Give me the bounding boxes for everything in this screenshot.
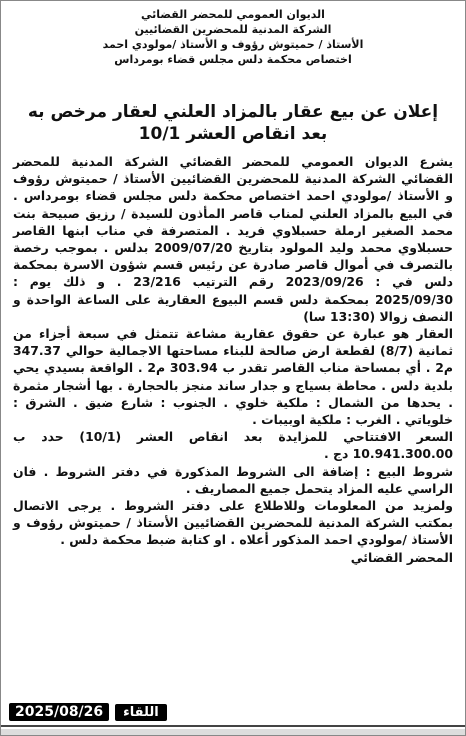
paragraph-price: السعر الافتتاحي للمزايدة بعد انقاص العشر (10/1) حدد ب 10.941.300.00 دج . [13,429,454,462]
paragraph-contact: ولمزيد من المعلومات وللاطلاع على دفتر الشروط . يرجى الاتصال بمكتب الشركة المدنية للمحضرين القضائيين الأستاذ / حميتوش رؤوف و الأستاذ /مولودي احمد المذكور أعلاه . او كتابة ضبط محكمة دلس . [13,498,453,548]
publication-date: 2025/08/26 [9,703,109,721]
announcement-body [1,153,465,549]
signature: المحضر القضائي [350,549,453,565]
publication-footer [9,703,167,721]
header-bailiffs: الأستاذ / حميتوش رؤوف و الأستاذ /مولودي احمد [102,38,364,51]
announcement-title: إعلان عن بيع عقار بالمزاد العلني لعقار مرخص به بعد انقاص العشر 10/1 [27,102,439,144]
next-clipping-strip [1,729,465,735]
paragraph-intro: يشرع الديوان العمومي للمحضر القضائي الشركة المدنية للمحضر القضائي الشركة المدنية للمحضرين القضائيين الأستاذ / حميتوش رؤوف و الأستاذ /مولودي احمد اختصاص محكمة دلس مجلس قضاء بومرداس . في البيع بالمزاد العلني لمناب قاصر المأذون للسيدة / رزيق صبيحة بنت محمد الصغير ارملة حسبلاوي فريد . المتصرفة في مناب ابنها القاصر حسبلاوي محمد وليد المولود بتاريخ 2009/07/20 بدلس . بموجب رخصة بالتصرف في أموال قاصر صادرة عن رئيس قسم شؤون الاسرة بمحكمة دلس في : 2023/09/26 رقم الترتيب 23/216 . و ذلك يوم : 2025/09/30 بمحكمة دلس قسم البيوع العقارية على الساعة الواحدة و النصف زوالا (13:30 سا) [13,154,454,324]
bottom-divider [1,725,465,727]
header-company-name: الشركة المدنية للمحضرين القضائيين [134,23,332,36]
header-office-name: الديوان العمومي للمحضر القضائي [141,8,325,21]
office-header [1,1,465,67]
paragraph-property: العقار هو عبارة عن حقوق عقارية مشاعة تتمثل في سبعة أجزاء من ثمانية (8/7) لقطعة ارض صالحة للبناء مساحتها الاجمالية حوالي 347.37 م2 . أي بمساحة مناب القاصر تقدر ب 303.94 م2 . الواقعة بسيدي يحي بلدية دلس . محاطة بسياج و جدار ساند منجز بالحجارة . بها أشجار مثمرة . يحدها من الشمال : ملكية خلوي . الجنوب : شارع ضيق . الشرق : خلوياتي . الغرب : ملكية اوبيبات . [13,326,453,428]
paragraph-conditions: شروط البيع : إضافة الى الشروط المذكورة في دفتر الشروط . فان الراسي عليه المزاد يتحمل جميع المصاريف . [13,463,453,496]
newspaper-name: اللقاء [115,704,167,721]
header-jurisdiction: اختصاص محكمة دلس مجلس قضاء بومرداس [114,53,352,66]
